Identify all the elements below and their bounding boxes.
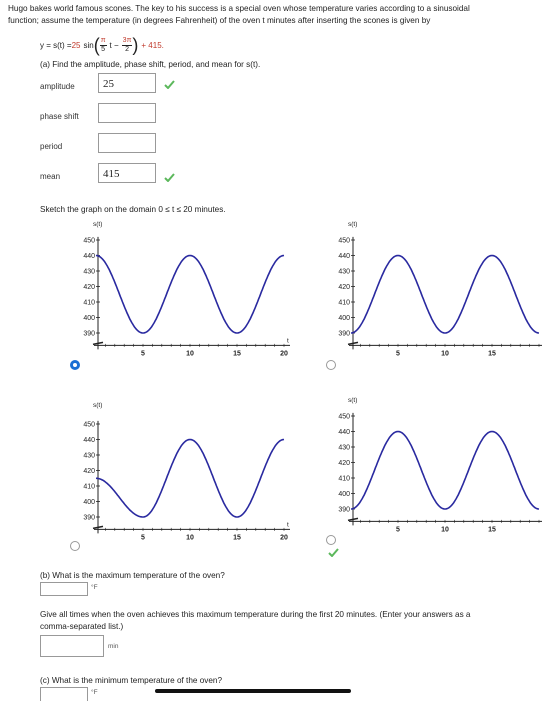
y-tick-label: 430	[338, 268, 350, 276]
graph-option-top-left	[70, 216, 310, 366]
period-label: period	[40, 142, 63, 151]
amplitude-label: amplitude	[40, 82, 75, 91]
radio-option-bottom-right[interactable]	[326, 535, 336, 545]
y-tick-label: 440	[83, 253, 95, 260]
equation-t: t −	[109, 40, 119, 50]
y-tick-label: 390	[338, 330, 350, 338]
y-tick-label: 400	[338, 315, 350, 322]
y-tick-label: 440	[338, 429, 350, 436]
axis-break-mark	[348, 518, 358, 520]
phase-shift-label: phase shift	[40, 112, 79, 121]
graph-option-top-right	[320, 216, 543, 366]
radio-option-top-right[interactable]	[326, 360, 336, 370]
y-tick-label: 390	[83, 330, 95, 338]
y-tick-label: 430	[338, 444, 350, 452]
x-tick-label: 10	[186, 534, 194, 542]
x-tick-label: 15	[488, 350, 496, 358]
times-prompt-line-2: comma-separated list.)	[40, 622, 124, 631]
x-tick-label: 5	[396, 350, 400, 358]
graph-option-bottom-left	[70, 397, 310, 547]
x-tick-label: 20	[280, 534, 288, 542]
x-tick-label: 10	[186, 350, 194, 358]
y-tick-label: 430	[83, 268, 95, 276]
series-curve	[96, 256, 284, 334]
equation	[40, 34, 164, 56]
max-temp-input[interactable]	[40, 582, 88, 596]
y-axis-label: s(t)	[348, 397, 358, 404]
y-axis-label: s(t)	[93, 402, 103, 409]
equation-shift: + 415.	[141, 40, 164, 50]
min-temp-input[interactable]	[40, 687, 88, 701]
x-tick-label: 15	[233, 534, 241, 542]
intro-text	[8, 3, 538, 27]
radio-option-top-left[interactable]	[70, 360, 80, 370]
axis-break-mark	[348, 342, 358, 344]
y-tick-label: 450	[83, 421, 95, 429]
equation-amplitude: 25	[71, 40, 81, 50]
times-prompt	[40, 609, 535, 633]
y-tick-label: 420	[338, 284, 350, 291]
phase-shift-input[interactable]	[98, 103, 156, 123]
x-tick-label: 20	[280, 350, 288, 358]
x-axis-label: t	[287, 337, 289, 345]
part-b-prompt: (b) What is the maximum temperature of the oven?	[40, 571, 225, 580]
y-tick-label: 410	[338, 299, 350, 307]
y-tick-label: 440	[83, 437, 95, 444]
amplitude-input[interactable]: 25	[98, 73, 156, 93]
paren-open: (	[93, 33, 100, 56]
fraction-3pi-over-2: $\frac{3\pi}{2}$	[122, 36, 132, 53]
y-tick-label: 440	[338, 253, 350, 260]
paren-close: )	[132, 34, 139, 55]
radio-option-bottom-left[interactable]	[70, 541, 80, 551]
y-tick-label: 410	[83, 299, 95, 307]
min-temp-unit: °F	[91, 689, 98, 696]
y-tick-label: 450	[338, 237, 350, 245]
x-axis-label: t	[287, 521, 289, 529]
y-tick-label: 420	[83, 468, 95, 475]
y-tick-label: 390	[338, 506, 350, 514]
y-tick-label: 430	[83, 452, 95, 460]
times-prompt-line-1: Give all times when the oven achieves this maximum temperature during the first 20 minutes. (Enter your answers as a	[40, 610, 471, 619]
x-tick-label: 5	[141, 350, 145, 358]
y-tick-label: 410	[83, 483, 95, 491]
amplitude-correct-check-icon	[164, 80, 175, 89]
max-temp-unit: °F	[91, 584, 98, 591]
y-tick-label: 400	[83, 499, 95, 506]
y-axis-label: s(t)	[93, 221, 103, 228]
x-tick-label: 10	[441, 350, 449, 358]
graph-correct-check-icon	[328, 548, 339, 557]
part-a-prompt: (a) Find the amplitude, phase shift, period, and mean for s(t).	[40, 60, 261, 69]
intro-line-2: function; assume the temperature (in degrees Fahrenheit) of the oven t minutes after inserting the scones is given by	[8, 16, 431, 25]
mean-input[interactable]: 415	[98, 163, 156, 183]
y-tick-label: 400	[338, 491, 350, 498]
x-tick-label: 5	[141, 534, 145, 542]
x-tick-label: 5	[396, 526, 400, 534]
equation-lhs: y = s(t) =	[40, 40, 72, 50]
part-c-prompt: (c) What is the minimum temperature of the oven?	[40, 676, 223, 685]
fraction-pi-over-5: π 5	[100, 36, 106, 53]
graph-option-bottom-right	[320, 392, 543, 542]
y-tick-label: 450	[83, 237, 95, 245]
series-curve	[96, 440, 284, 518]
axis-break-mark	[93, 342, 103, 344]
intro-line-1: Hugo bakes world famous scones. The key to his success is a special oven whose temperature varies according to a sinusoidal	[8, 4, 470, 13]
y-tick-label: 420	[338, 460, 350, 467]
x-tick-label: 15	[488, 526, 496, 534]
y-tick-label: 450	[338, 413, 350, 421]
series-curve	[351, 256, 539, 334]
x-tick-label: 10	[441, 526, 449, 534]
scrollbar[interactable]	[155, 689, 351, 693]
period-input[interactable]	[98, 133, 156, 153]
x-tick-label: 15	[233, 350, 241, 358]
y-tick-label: 390	[83, 514, 95, 522]
mean-label: mean	[40, 172, 61, 181]
y-tick-label: 410	[338, 475, 350, 483]
axis-break-mark	[93, 526, 103, 528]
mean-correct-check-icon	[164, 173, 175, 182]
sketch-prompt: Sketch the graph on the domain 0 ≤ t ≤ 20 minutes.	[40, 205, 226, 214]
max-times-input[interactable]	[40, 635, 104, 657]
y-tick-label: 420	[83, 284, 95, 291]
y-tick-label: 400	[83, 315, 95, 322]
equation-sin: sin	[83, 40, 94, 50]
max-times-unit: min	[108, 643, 119, 650]
y-axis-label: s(t)	[348, 221, 358, 228]
series-curve	[351, 432, 539, 510]
